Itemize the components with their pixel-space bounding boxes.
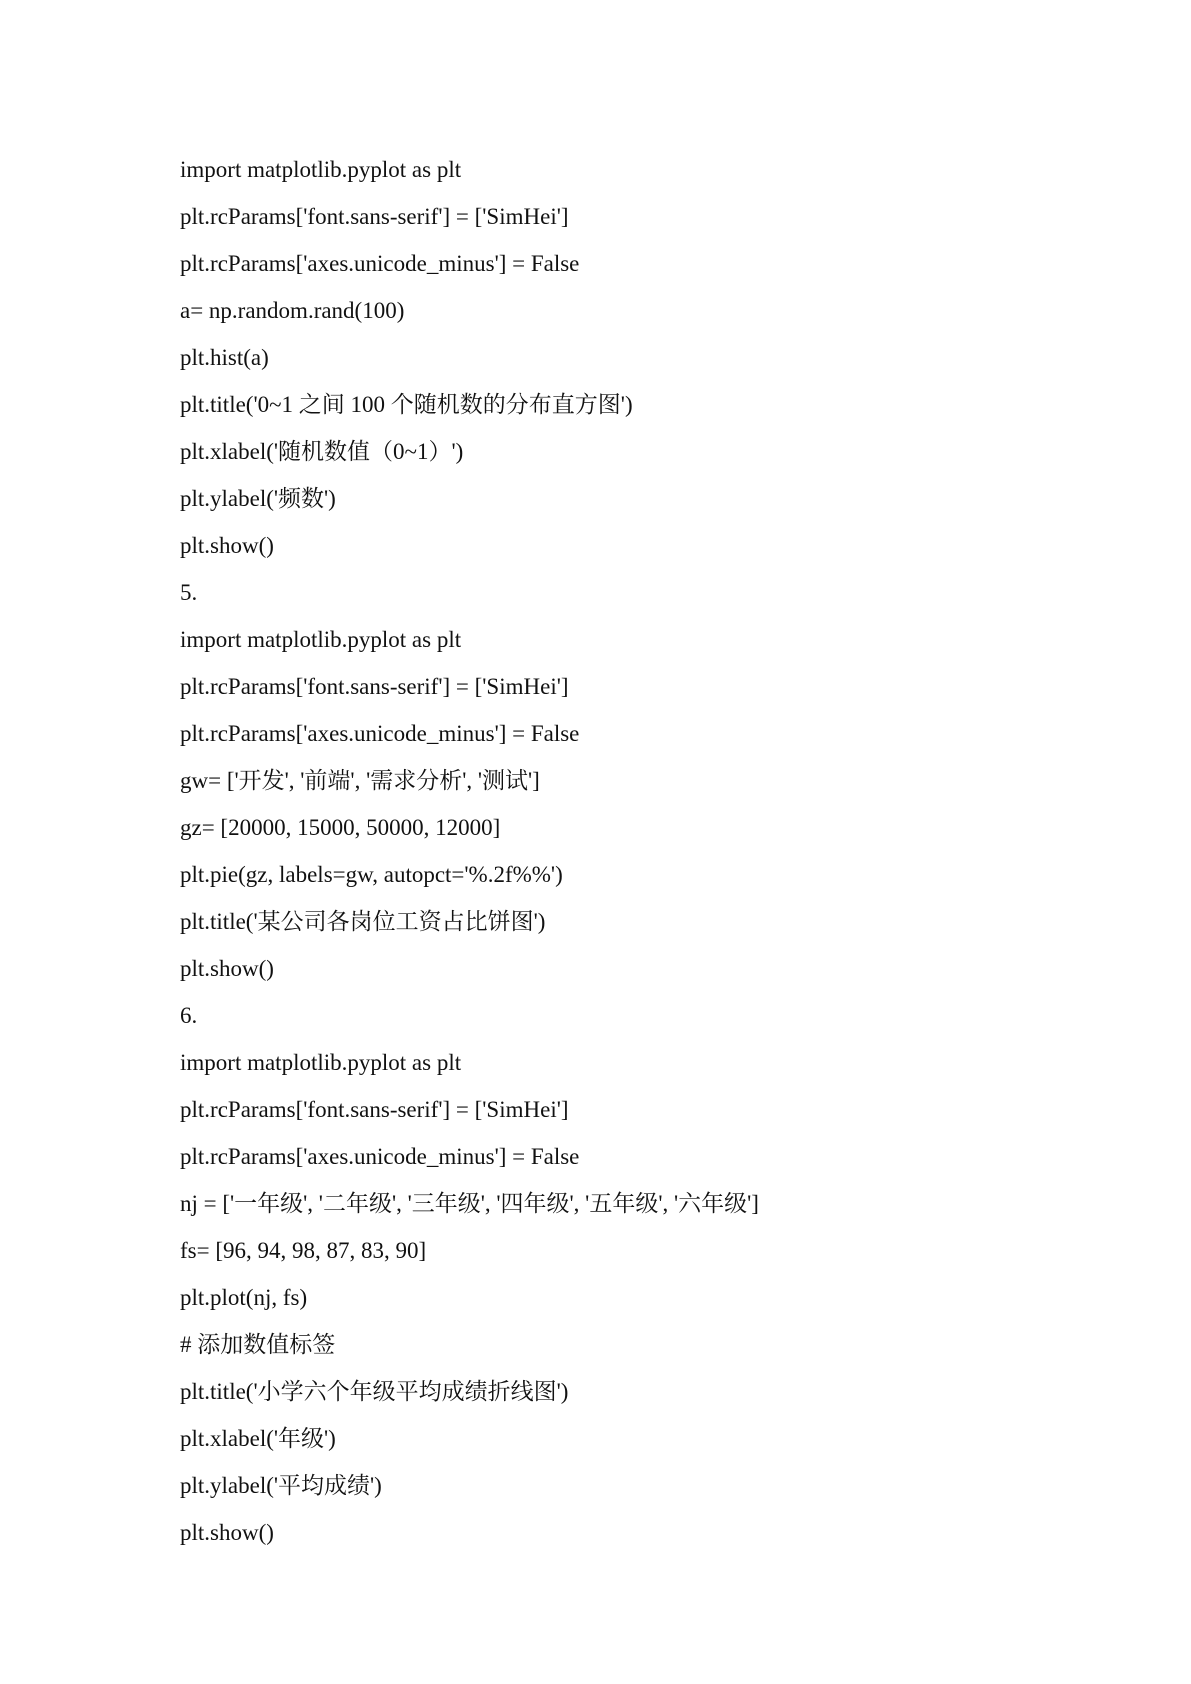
code-line: plt.title('某公司各岗位工资占比饼图') — [180, 909, 546, 934]
code-line: plt.show() — [180, 533, 274, 558]
code-line: plt.xlabel('随机数值（0~1）') — [180, 439, 464, 464]
code-line: plt.rcParams['font.sans-serif'] = ['SimHei'] — [180, 1097, 569, 1122]
code-line: plt.title('小学六个年级平均成绩折线图') — [180, 1379, 569, 1404]
code-line: plt.rcParams['axes.unicode_minus'] = False — [180, 1144, 580, 1169]
code-line: plt.rcParams['axes.unicode_minus'] = False — [180, 251, 580, 276]
code-line: nj = ['一年级', '二年级', '三年级', '四年级', '五年级', '六年级'] — [180, 1191, 759, 1216]
section-number: 5. — [180, 580, 198, 605]
code-line: plt.show() — [180, 956, 274, 981]
code-comment: # 添加数值标签 — [180, 1332, 336, 1357]
code-line: plt.rcParams['font.sans-serif'] = ['SimHei'] — [180, 674, 569, 699]
code-line: a= np.random.rand(100) — [180, 298, 405, 323]
section-number: 6. — [180, 1003, 198, 1028]
code-line: plt.ylabel('平均成绩') — [180, 1473, 382, 1498]
code-line: plt.rcParams['axes.unicode_minus'] = False — [180, 721, 580, 746]
code-text-block — [180, 146, 1140, 1556]
code-line: plt.show() — [180, 1520, 274, 1545]
code-line: plt.pie(gz, labels=gw, autopct='%.2f%%') — [180, 862, 563, 887]
code-line: plt.rcParams['font.sans-serif'] = ['SimHei'] — [180, 204, 569, 229]
code-line: plt.xlabel('年级') — [180, 1426, 336, 1451]
code-line: import matplotlib.pyplot as plt — [180, 627, 462, 652]
code-line: gw= ['开发', '前端', '需求分析', '测试'] — [180, 768, 540, 793]
code-line: plt.plot(nj, fs) — [180, 1285, 308, 1310]
code-line: gz= [20000, 15000, 50000, 12000] — [180, 815, 501, 840]
code-line: import matplotlib.pyplot as plt — [180, 157, 462, 182]
code-line: plt.ylabel('频数') — [180, 486, 336, 511]
code-line: import matplotlib.pyplot as plt — [180, 1050, 462, 1075]
code-line: plt.title('0~1 之间 100 个随机数的分布直方图') — [180, 392, 633, 417]
code-line: fs= [96, 94, 98, 87, 83, 90] — [180, 1238, 427, 1263]
code-line: plt.hist(a) — [180, 345, 269, 370]
